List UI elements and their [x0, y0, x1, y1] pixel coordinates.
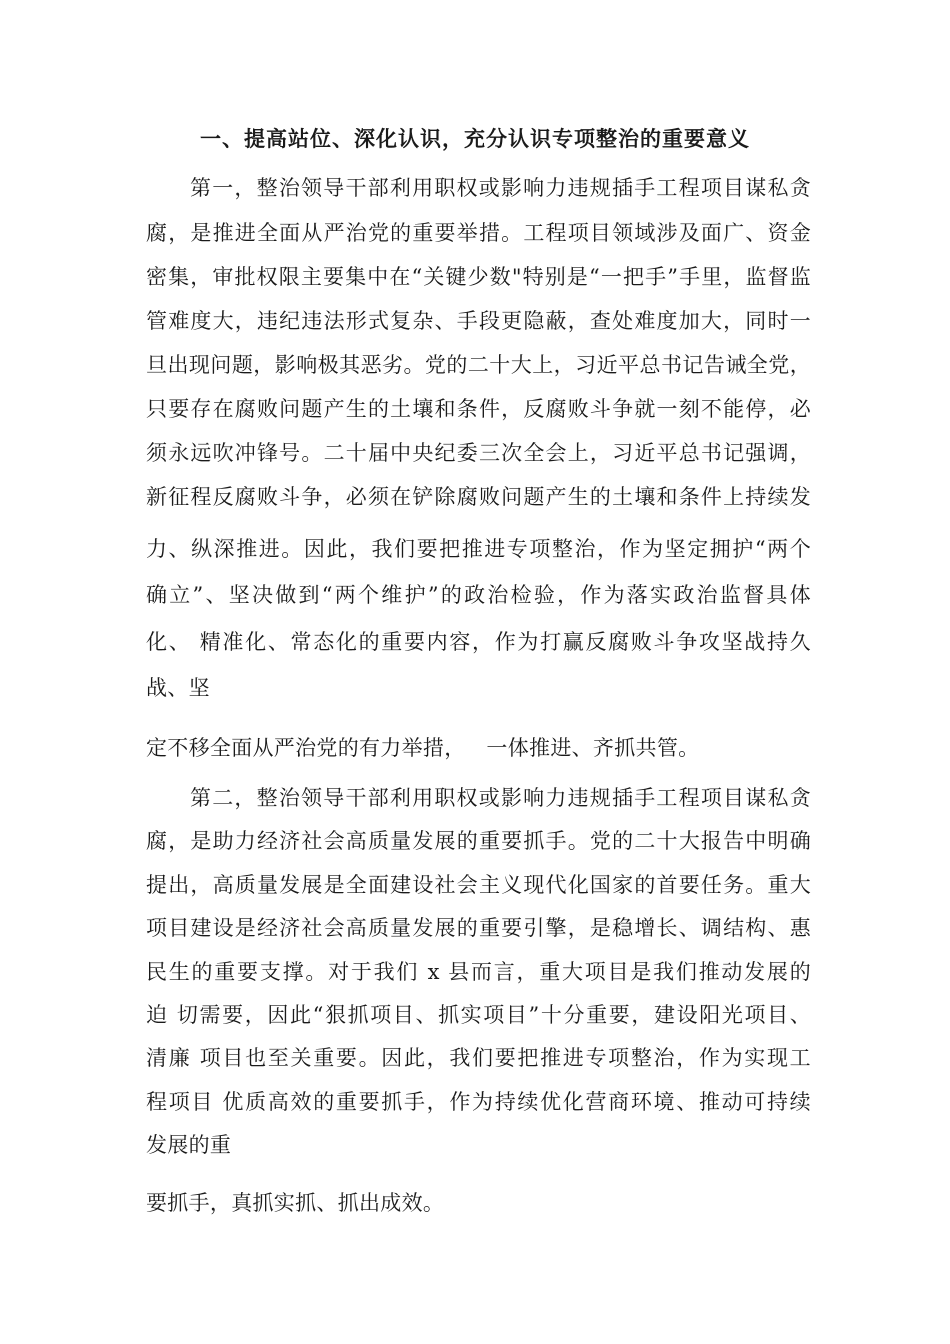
paragraph-2-line: 要抓手，真抓实抓、抓出成效。 [146, 1191, 445, 1215]
paragraph-1-line: 新征程反腐败斗争，必须在铲除腐败问题产生的土壤和条件上持续发 [146, 485, 811, 509]
paragraph-2-line: 项目建设是经济社会高质量发展的重要引擎，是稳增长、调结构、惠 [146, 916, 811, 940]
paragraph-1-line: 密集，审批权限主要集中在“关键少数"特别是“一把手”手里，监督监 [146, 265, 811, 289]
paragraph-1-line: 旦出现问题，影响极其恶劣。党的二十大上，习近平总书记告诫全党， [146, 353, 811, 377]
paragraph-1-line: 战、坚 [146, 676, 210, 700]
paragraph-1-line: 腐，是推进全面从严治党的重要举措。工程项目领域涉及面广、资金 [146, 221, 811, 245]
paragraph-1-line: 定不移全面从严治党的有力举措， 一体推进、齐抓共管。 [146, 736, 700, 760]
paragraph-1-line: 确立”、坚决做到“两个维护”的政治检验，作为落实政治监督具体 [146, 583, 811, 607]
section-heading: 一、提高站位、深化认识，充分认识专项整治的重要意义 [200, 126, 750, 151]
paragraph-1-line: 须永远吹冲锋号。二十届中央纪委三次全会上，习近平总书记强调， [146, 441, 811, 465]
paragraph-1-line: 第一，整治领导干部利用职权或影响力违规插手工程项目谋私贪 [190, 176, 811, 200]
paragraph-2-line: 迫 切需要，因此“狠抓项目、抓实项目”十分重要，建设阳光项目、 [146, 1003, 811, 1027]
paragraph-2-line: 腐，是助力经济社会高质量发展的重要抓手。党的二十大报告中明确 [146, 829, 811, 853]
paragraph-1-line: 管难度大，违纪违法形式复杂、手段更隐蔽，查处难度加大，同时一 [146, 309, 811, 333]
paragraph-2-line: 程项目 优质高效的重要抓手，作为持续优化营商环境、推动可持续 [146, 1090, 811, 1114]
paragraph-2-line: 第二，整治领导干部利用职权或影响力违规插手工程项目谋私贪 [190, 786, 811, 810]
paragraph-2-line: 民生的重要支撑。对于我们 x 县而言，重大项目是我们推动发展的 [146, 960, 811, 984]
paragraph-1-line: 化、 精准化、常态化的重要内容，作为打赢反腐败斗争攻坚战持久 [146, 630, 811, 654]
paragraph-1-line: 力、纵深推进。因此，我们要把推进专项整治，作为坚定拥护“两个 [146, 537, 811, 561]
paragraph-1-line: 只要存在腐败问题产生的土壤和条件，反腐败斗争就一刻不能停，必 [146, 397, 811, 421]
paragraph-2-line: 提出，高质量发展是全面建设社会主义现代化国家的首要任务。重大 [146, 873, 811, 897]
paragraph-2-line: 发展的重 [146, 1133, 232, 1157]
paragraph-2-line: 清廉 项目也至关重要。因此，我们要把推进专项整治，作为实现工 [146, 1046, 811, 1070]
